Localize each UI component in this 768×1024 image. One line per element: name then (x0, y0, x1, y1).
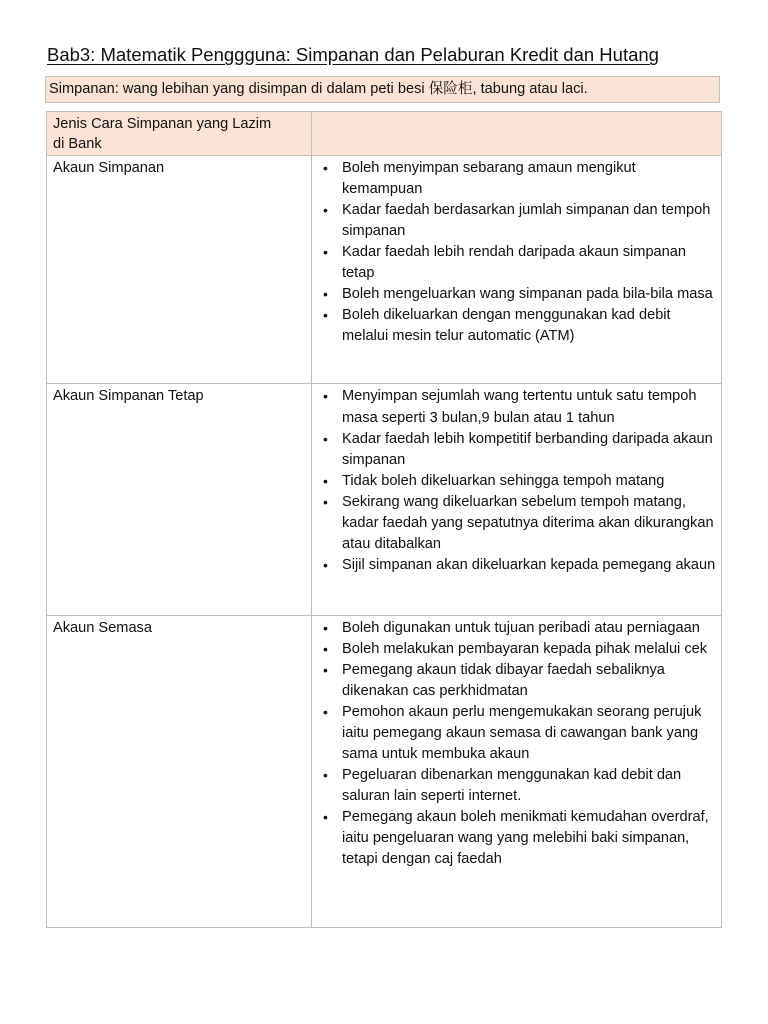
list-item-text: Boleh digunakan untuk tujuan peribadi atau perniagaan (342, 620, 700, 636)
bullet-icon: • (323, 160, 328, 176)
list-item-text: Pegeluaran dibenarkan menggunakan kad debit dan saluran lain seperti internet. (342, 767, 682, 804)
list-item-text: Pemegang akaun boleh menikmati kemudahan overdraf, iaitu pengeluaran wang yang melebihi baki simpanan, tetapi dengan caj faedah (342, 809, 709, 867)
feature-list (312, 616, 721, 870)
account-name-cell (47, 616, 312, 928)
list-item (318, 555, 717, 576)
bullet-icon: • (323, 202, 328, 218)
bullet-icon: • (323, 767, 328, 783)
list-item-text: Boleh mengeluarkan wang simpanan pada bila-bila masa (342, 286, 713, 302)
table-row (47, 616, 722, 928)
list-item-text: Kadar faedah berdasarkan jumlah simpanan dan tempoh simpanan (342, 202, 711, 239)
bullet-icon: • (323, 809, 328, 825)
list-item-text: Tidak boleh dikeluarkan sehingga tempoh matang (342, 473, 665, 489)
account-name-cell (47, 384, 312, 616)
account-features-cell (312, 156, 722, 384)
list-item-text: Kadar faedah lebih kompetitif berbanding daripada akaun simpanan (342, 431, 713, 468)
feature-list (312, 384, 721, 576)
account-features-cell (312, 384, 722, 616)
list-item (318, 242, 717, 284)
bullet-icon: • (323, 388, 328, 404)
table-header-label: Jenis Cara Simpanan yang Lazim di Bank (53, 116, 272, 152)
bullet-icon: • (323, 307, 328, 323)
definition-box: Simpanan: wang lebihan yang disimpan di dalam peti besi 保险柜, tabung atau laci. (45, 76, 720, 103)
bullet-icon: • (323, 704, 328, 720)
account-name-cell (47, 156, 312, 384)
list-item-text: Menyimpan sejumlah wang tertentu untuk satu tempoh masa seperti 3 bulan,9 bulan atau 1 tahun (342, 388, 697, 426)
list-item (318, 200, 717, 242)
list-item (318, 765, 717, 807)
list-item-text: Pemohon akaun perlu mengemukakan seorang perujuk iaitu pemegang akaun semasa di cawangan bank yang sama untuk membuka akaun (342, 704, 702, 762)
list-item-text: Pemegang akaun tidak dibayar faedah sebaliknya dikenakan cas perkhidmatan (342, 662, 665, 699)
bullet-icon: • (323, 557, 328, 573)
list-item (318, 660, 717, 702)
list-item (318, 618, 717, 639)
bullet-icon: • (323, 662, 328, 678)
list-item (318, 385, 717, 429)
list-item (318, 639, 717, 660)
list-item (318, 471, 717, 492)
list-item-text: Boleh dikeluarkan dengan menggunakan kad debit melalui mesin telur automatic (ATM) (342, 307, 671, 344)
bullet-icon: • (323, 473, 328, 489)
bullet-icon: • (323, 641, 328, 657)
table-header-empty-cell (312, 112, 722, 156)
list-item-text: Kadar faedah lebih rendah daripada akaun simpanan tetap (342, 244, 687, 281)
bullet-icon: • (323, 286, 328, 302)
savings-types-table (46, 111, 722, 928)
table-header-row (47, 112, 722, 156)
account-name: Akaun Simpanan Tetap (53, 388, 204, 404)
table-header-cell (47, 112, 312, 156)
list-item-text: Boleh menyimpan sebarang amaun mengikut kemampuan (342, 160, 636, 197)
page-title: Bab3: Matematik Penggguna: Simpanan dan Pelaburan Kredit dan Hutang (47, 44, 659, 65)
list-item-text: Sijil simpanan akan dikeluarkan kepada pemegang akaun (342, 557, 716, 573)
account-name: Akaun Semasa (53, 620, 152, 636)
list-item (318, 492, 717, 555)
list-item (318, 702, 717, 765)
bullet-icon: • (323, 244, 328, 260)
bullet-icon: • (323, 620, 328, 636)
table-row (47, 156, 722, 384)
list-item (318, 284, 717, 305)
table-row (47, 384, 722, 616)
account-name: Akaun Simpanan (53, 160, 165, 176)
list-item (318, 429, 717, 471)
list-item-text: Boleh melakukan pembayaran kepada pihak melalui cek (342, 641, 708, 657)
bullet-icon: • (323, 431, 328, 447)
list-item (318, 305, 717, 347)
feature-list (312, 156, 721, 347)
bullet-icon: • (323, 494, 328, 510)
list-item (318, 807, 717, 870)
list-item (318, 158, 717, 200)
list-item-text: Sekirang wang dikeluarkan sebelum tempoh matang, kadar faedah yang sepatutnya diterima akan dikurangkan atau ditabalkan (342, 494, 714, 552)
account-features-cell (312, 616, 722, 928)
